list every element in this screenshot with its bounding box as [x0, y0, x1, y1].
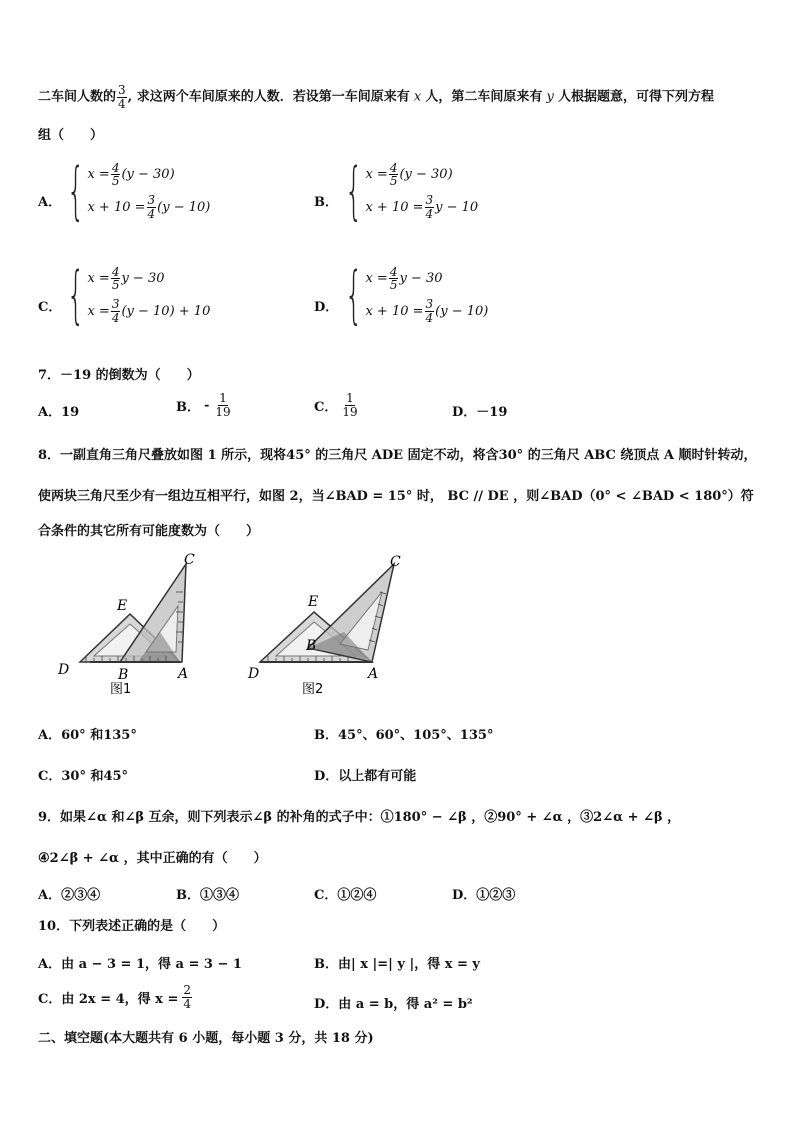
fig2-label-b: B	[306, 638, 317, 654]
q10-option-c[interactable]: C．由 2x = 4，得 x = $\frac{2}{4}$	[38, 983, 191, 1011]
section-2-heading: 二、填空题(本大题共有 6 小题，每小题 3 分，共 18 分)	[38, 1031, 374, 1046]
q7-stem: 7．－19 的倒数为（ ）	[38, 368, 200, 383]
q8-option-b[interactable]: B．45°、60°、105°、135°	[314, 728, 494, 743]
fig1-caption: 图1	[110, 682, 132, 697]
q8-line1: 8．一副直角三角尺叠放如图 1 所示，现将45° 的三角尺 ADE 固定不动，将含30° 的三角尺 ABC 绕顶点 A 顺时针转动，	[38, 448, 757, 463]
q8-line3: 合条件的其它所有可能度数为（ ）	[38, 524, 260, 539]
q8-option-d[interactable]: D．以上都有可能	[314, 769, 417, 784]
brace-icon: {	[66, 154, 85, 227]
q10-option-b[interactable]: B．由| x |=| y |，得 x = y	[314, 957, 480, 972]
q9-option-d[interactable]: D．①②③	[452, 888, 516, 903]
q8-line2: 使两块三角尺至少有一组边互相平行，如图 2，当∠BAD = 15° 时， BC // DE ，则∠BAD（0° < ∠BAD < 180°）符	[38, 489, 754, 504]
q8-option-c[interactable]: C．30° 和45°	[38, 769, 129, 784]
q9-line1: 9．如果∠α 和∠β 互余，则下列表示∠β 的补角的式子中：①180° − ∠β ，②90° + ∠α ，③2∠α + ∠β ，	[38, 810, 681, 825]
q7-option-d[interactable]: D．－19	[452, 405, 508, 420]
fig1-label-b: B	[118, 667, 129, 683]
q9-option-c[interactable]: C．①②④	[314, 888, 377, 903]
q10-option-d[interactable]: D．由 a = b，得 a² = b²	[314, 997, 473, 1012]
q6-option-c-system[interactable]: { x = $\frac{4}{5}$ y − 30 x = $\frac{3}{4}$ (y − 10) + 10	[66, 258, 211, 331]
q6-line1: 二车间人数的 $\frac{3}{4}$ , 求这两个车间原来的人数．若设第一车间原来有 x 人，第二车间原来有 y 人根据题意，可得下列方程	[38, 83, 715, 111]
q6-option-a-system[interactable]: { x = $\frac{4}{5}$ (y − 30) x + 10 = $\frac{3}{4}$ (y − 10)	[66, 154, 211, 227]
brace-icon: {	[344, 258, 363, 331]
figure-1-triangles	[50, 552, 210, 697]
fig1-label-d: D	[58, 662, 70, 678]
fig1-label-c: C	[184, 552, 195, 568]
q10-option-a[interactable]: A．由 a − 3 = 1，得 a = 3 − 1	[38, 957, 242, 972]
fig2-label-c: C	[390, 554, 401, 570]
q9-option-b[interactable]: B．①③④	[176, 888, 239, 903]
fig2-label-e: E	[308, 594, 319, 610]
q6-line2: 组（ ）	[38, 128, 104, 143]
figure-2-triangles	[244, 552, 414, 697]
q6-option-d-system[interactable]: { x = $\frac{4}{5}$ y − 30 x + 10 = $\frac{3}{4}$ (y − 10)	[344, 258, 489, 331]
q6-option-c-label[interactable]: C．	[38, 300, 62, 315]
fig1-label-a: A	[178, 666, 189, 682]
q6-option-b-label[interactable]: B．	[314, 195, 338, 210]
q8-option-a[interactable]: A．60° 和135°	[38, 728, 137, 743]
fig2-label-d: D	[248, 666, 260, 682]
q10-stem: 10．下列表述正确的是（ ）	[38, 919, 226, 934]
q6-option-b-system[interactable]: { x = $\frac{4}{5}$ (y − 30) x + 10 = $\frac{3}{4}$ y − 10	[344, 154, 479, 227]
q6-fraction: $\frac{3}{4}$	[118, 83, 126, 111]
q9-line2: ④2∠β + ∠α ，其中正确的有（ ）	[38, 851, 267, 866]
q7-option-a[interactable]: A．19	[38, 405, 80, 420]
q6-option-a-label[interactable]: A．	[38, 195, 62, 210]
fig1-label-e: E	[117, 598, 128, 614]
brace-icon: {	[344, 154, 363, 227]
q9-option-a[interactable]: A．②③④	[38, 888, 101, 903]
fig2-caption: 图2	[302, 682, 324, 697]
q6-option-d-label[interactable]: D．	[314, 300, 339, 315]
q7-option-b[interactable]: B． - $\frac{1}{19}$	[176, 391, 231, 419]
fig2-label-a: A	[368, 666, 379, 682]
brace-icon: {	[66, 258, 85, 331]
q7-option-c[interactable]: C． $\frac{1}{19}$	[314, 391, 358, 419]
